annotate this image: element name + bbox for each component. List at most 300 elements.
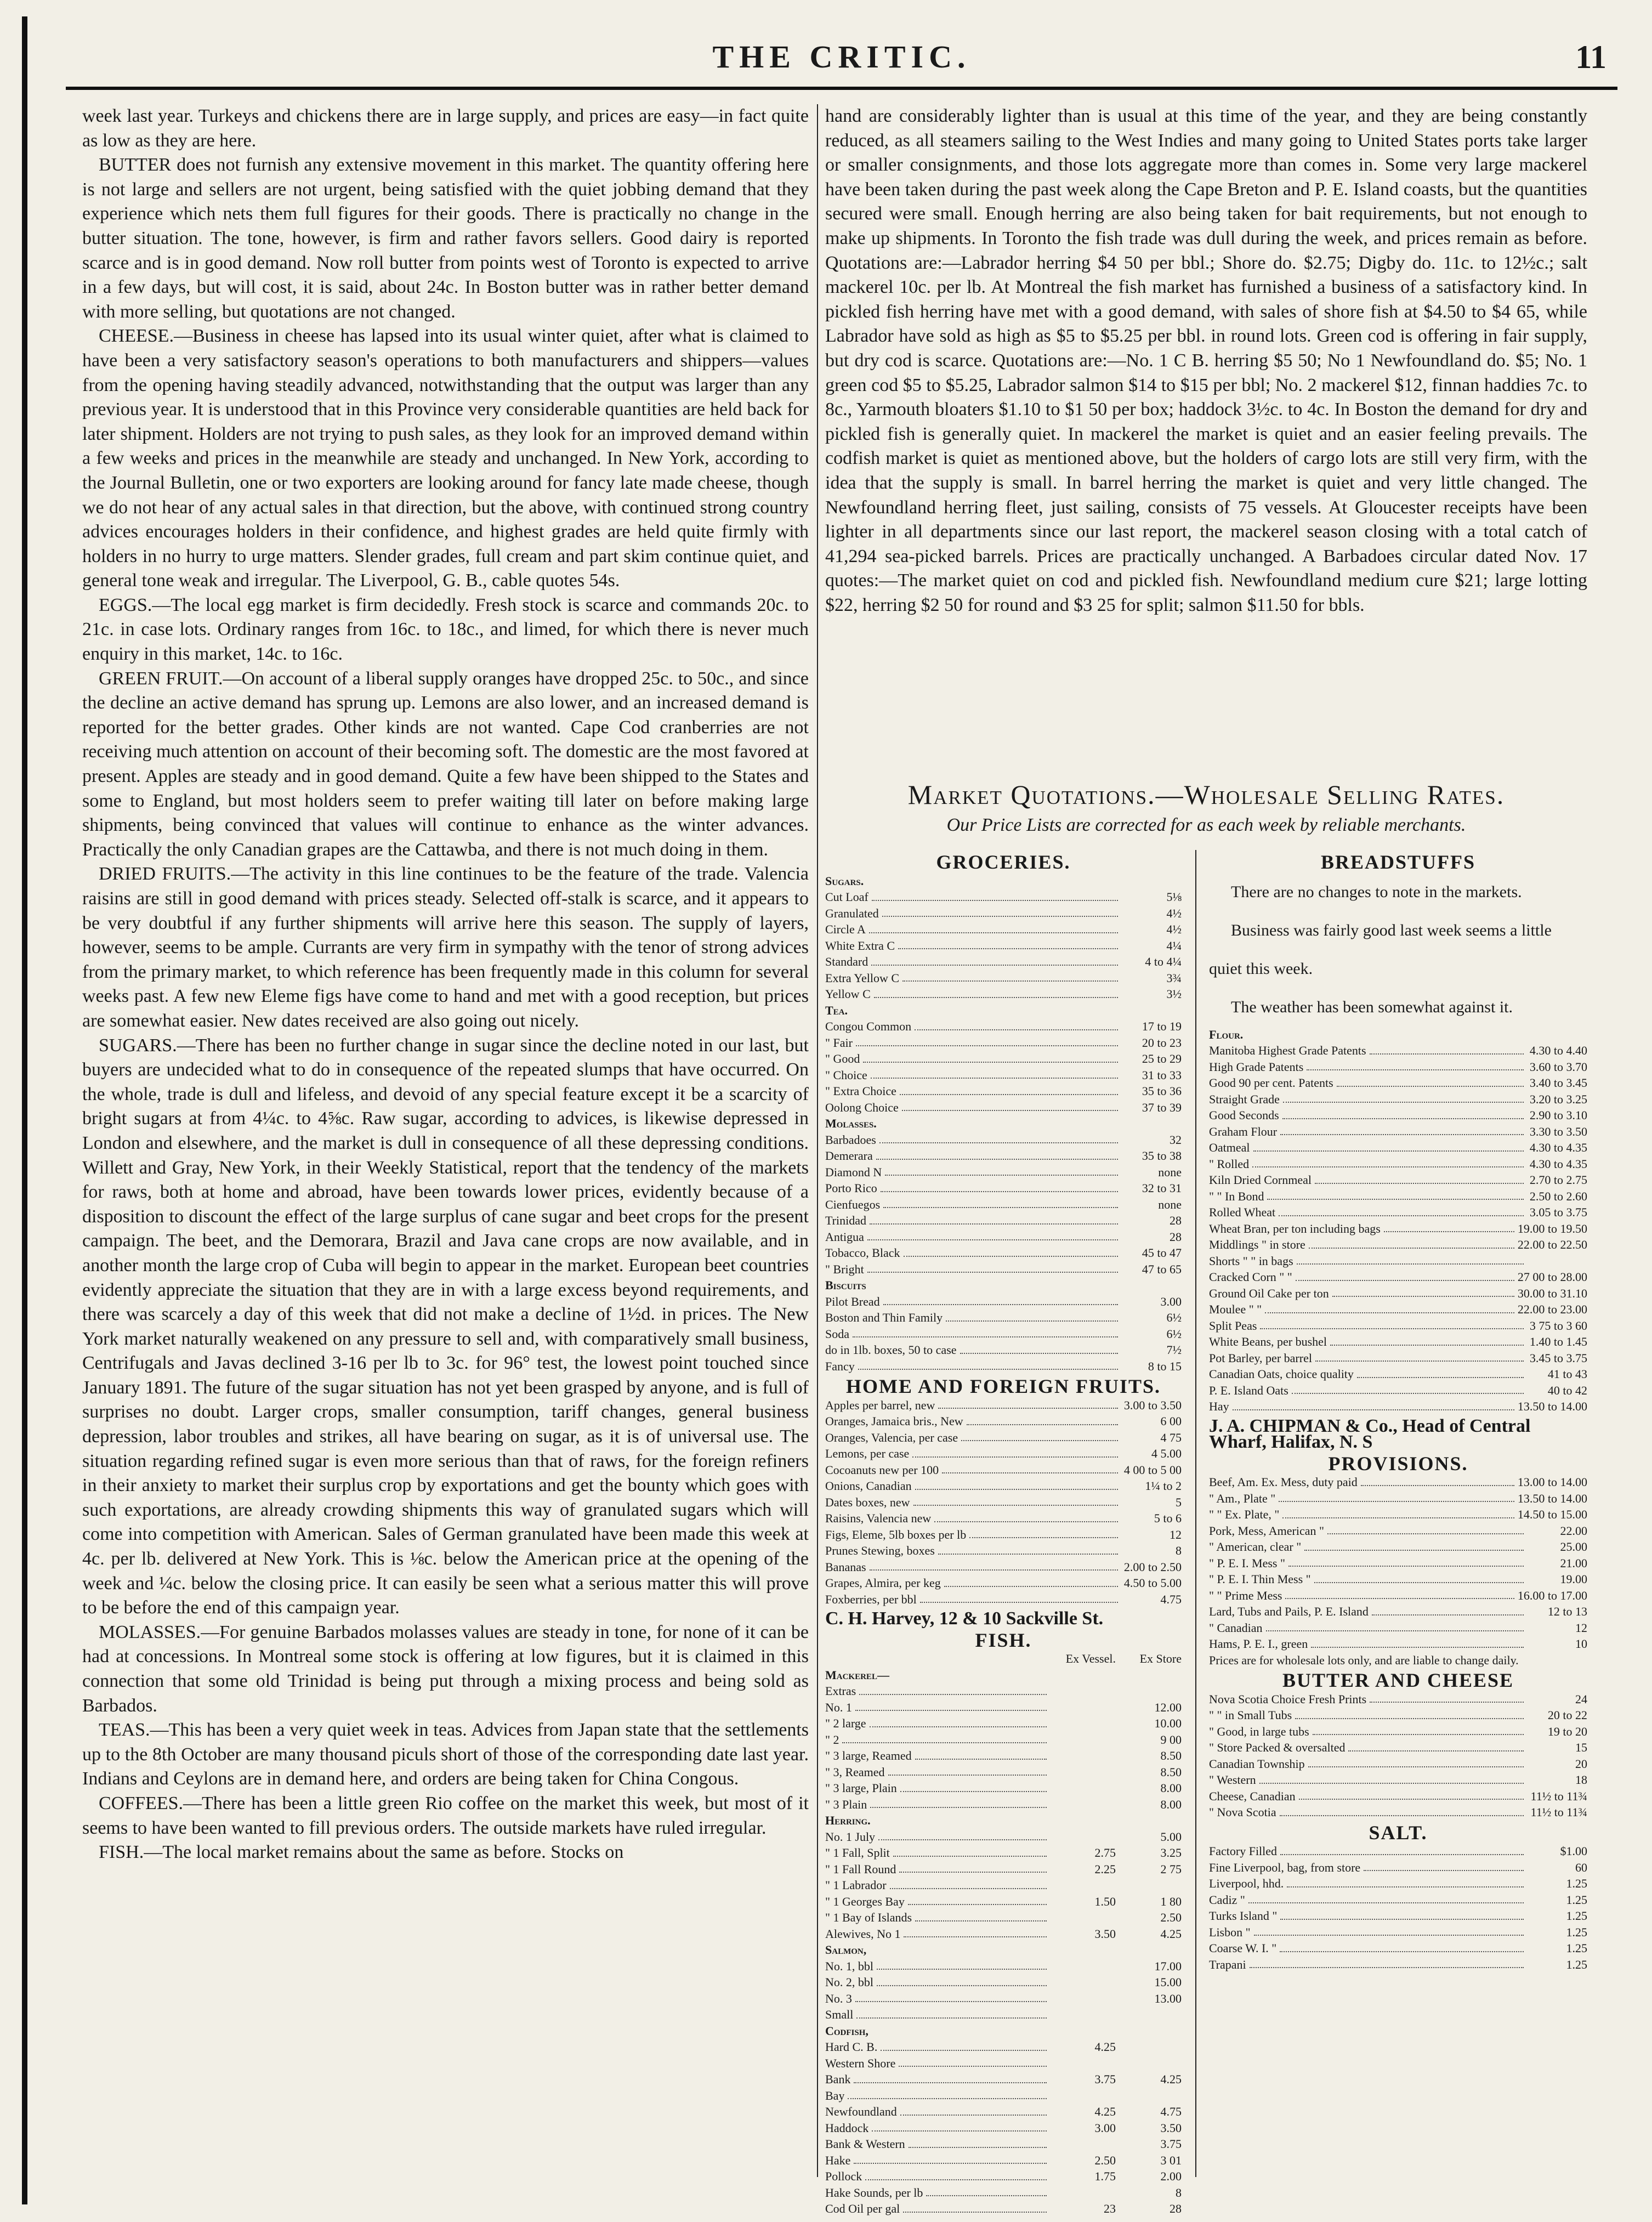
leader-dots bbox=[942, 1462, 1118, 1474]
item-price: 6 00 bbox=[1160, 1414, 1182, 1428]
leader-dots bbox=[888, 1764, 1047, 1776]
price-row bbox=[1209, 1788, 1587, 1805]
price-row bbox=[825, 954, 1182, 970]
price-row bbox=[1209, 1892, 1587, 1908]
price-row bbox=[825, 1430, 1182, 1446]
sugars-label: Sugars. bbox=[825, 874, 864, 888]
leader-dots bbox=[1314, 1571, 1524, 1583]
leader-dots bbox=[902, 970, 1118, 982]
item-price bbox=[1116, 2055, 1182, 2072]
breadstuffs-notes bbox=[1209, 873, 1587, 1027]
price-row bbox=[825, 1958, 1182, 1975]
leader-dots bbox=[1259, 1772, 1524, 1784]
item-price: 11½ to 11¾ bbox=[1530, 1789, 1587, 1803]
paragraph-molasses: MOLASSES.—For genuine Barbados molasses values are steady in tone, for none of it can be had at concessions. In Montreal some stock is offering at low figures, but it is claimed in this connection that some old Trinidad is being put through a mixing process and being sold as Barbados. bbox=[82, 1622, 809, 1716]
item-price: 8.00 bbox=[1160, 1797, 1182, 1811]
leader-dots bbox=[855, 1991, 1047, 2003]
item-price: 8.50 bbox=[1160, 1765, 1182, 1779]
item-name: Raisins, Valencia new bbox=[825, 1511, 932, 1525]
item-name: Hams, P. E. I., green bbox=[1209, 1637, 1308, 1651]
price-row bbox=[825, 2120, 1182, 2136]
leader-dots bbox=[842, 1732, 1047, 1744]
item-name: Ground Oil Cake per ton bbox=[1209, 1286, 1329, 1300]
price-row bbox=[825, 1132, 1182, 1148]
header-rule bbox=[66, 87, 1617, 90]
item-name: Porto Rico bbox=[825, 1181, 877, 1195]
price-row bbox=[1209, 1571, 1587, 1588]
price-row bbox=[825, 1229, 1182, 1245]
leader-dots bbox=[915, 1018, 1118, 1030]
item-name: Granulated bbox=[825, 906, 879, 920]
page-number: 11 bbox=[1575, 39, 1606, 75]
fish-head-vessel: Ex Vessel. bbox=[1065, 1652, 1116, 1665]
item-name: Extra Yellow C bbox=[825, 971, 900, 985]
item-price: 2 75 bbox=[1160, 1862, 1182, 1876]
item-price: 4.75 bbox=[1160, 2105, 1182, 2118]
item-price: 8.00 bbox=[1160, 1781, 1182, 1795]
item-name: " P. E. I. Thin Mess " bbox=[1209, 1572, 1311, 1586]
item-price: 13.50 to 14.00 bbox=[1517, 1399, 1587, 1413]
item-name: Cut Loaf bbox=[825, 890, 868, 904]
leader-dots bbox=[1304, 1539, 1524, 1551]
price-row bbox=[825, 1683, 1182, 1699]
leader-dots bbox=[885, 1164, 1118, 1176]
leader-dots bbox=[881, 1180, 1118, 1192]
price-row bbox=[825, 1991, 1182, 2007]
item-price: 3.50 bbox=[1094, 1926, 1116, 1941]
price-row bbox=[825, 1035, 1182, 1051]
item-name: " Good bbox=[825, 1052, 860, 1065]
leader-dots bbox=[1295, 1707, 1524, 1719]
item-price: 40 to 42 bbox=[1547, 1383, 1587, 1397]
item-price: 1.40 to 1.45 bbox=[1529, 1335, 1587, 1348]
article-column-left bbox=[82, 104, 809, 2177]
price-row bbox=[825, 970, 1182, 987]
item-price: 32 bbox=[1170, 1132, 1182, 1147]
leader-dots bbox=[1266, 1620, 1524, 1632]
market-left-column bbox=[825, 850, 1182, 2217]
item-name: " American, clear " bbox=[1209, 1540, 1302, 1554]
codfish-label: Codfish, bbox=[825, 2023, 868, 2038]
item-price: 20 to 22 bbox=[1547, 1708, 1587, 1722]
leader-dots bbox=[904, 1926, 1047, 1938]
item-price: 4½ bbox=[1166, 906, 1182, 920]
item-price: 3.40 to 3.45 bbox=[1529, 1076, 1587, 1090]
item-price bbox=[1050, 1683, 1116, 1699]
item-price: 25 to 29 bbox=[1142, 1052, 1182, 1065]
item-name: Coarse W. I. " bbox=[1209, 1941, 1277, 1955]
item-price: 1.25 bbox=[1566, 1957, 1587, 1971]
item-price: 19.00 bbox=[1560, 1572, 1587, 1586]
newspaper-title: THE CRITIC. bbox=[712, 39, 971, 75]
leader-dots bbox=[854, 2152, 1047, 2164]
item-price: 23 bbox=[1104, 2202, 1116, 2215]
breadstuffs-agent: J. A. CHIPMAN & Co., Head of Central Wharf, Halifax, N. S bbox=[1209, 1415, 1531, 1452]
leader-dots bbox=[1288, 1555, 1524, 1567]
price-row bbox=[1209, 1603, 1587, 1620]
leader-dots bbox=[1311, 1636, 1524, 1648]
item-name: Split Peas bbox=[1209, 1318, 1257, 1333]
item-price: 12 bbox=[1575, 1620, 1587, 1635]
item-name: Apples per barrel, new bbox=[825, 1398, 935, 1412]
breadstuffs-note: There are no changes to note in the markets. bbox=[1231, 882, 1522, 901]
price-row bbox=[1209, 1772, 1587, 1788]
item-name: Figs, Eleme, 5lb boxes per lb bbox=[825, 1527, 967, 1541]
leader-dots bbox=[913, 1494, 1118, 1506]
item-price: 3.00 bbox=[1094, 2121, 1116, 2135]
item-price bbox=[1116, 2039, 1182, 2055]
item-price: 1¼ to 2 bbox=[1145, 1479, 1182, 1493]
item-price bbox=[1116, 1877, 1182, 1894]
item-name: Bank & Western bbox=[825, 2137, 905, 2151]
price-row bbox=[825, 1462, 1182, 1478]
leader-dots bbox=[858, 1358, 1118, 1370]
item-price: 28 bbox=[1170, 2202, 1182, 2215]
item-name: Dates boxes, new bbox=[825, 1495, 910, 1509]
item-name: Cienfuegos bbox=[825, 1197, 881, 1211]
paragraph-fish: FISH.—The local market remains about the same as before. Stocks on bbox=[99, 1842, 624, 1863]
column-divider bbox=[817, 104, 818, 2177]
item-price: 4.50 to 5.00 bbox=[1123, 1576, 1182, 1590]
leader-dots bbox=[1332, 1285, 1514, 1297]
item-price bbox=[1116, 2088, 1182, 2104]
item-price: 4 00 to 5 00 bbox=[1123, 1463, 1182, 1477]
groceries-heading: GROCERIES. bbox=[936, 851, 1071, 873]
item-name: Canadian Oats, choice quality bbox=[1209, 1367, 1354, 1381]
price-row bbox=[825, 1780, 1182, 1796]
item-price: 5⅛ bbox=[1166, 890, 1182, 904]
butter-cheese-heading: BUTTER AND CHEESE bbox=[1282, 1669, 1514, 1691]
item-price: 6½ bbox=[1166, 1311, 1182, 1324]
item-price bbox=[1050, 1909, 1116, 1926]
herring-list bbox=[825, 1829, 1182, 1942]
item-price: 12.00 bbox=[1154, 1700, 1182, 1714]
price-row bbox=[1209, 1739, 1587, 1756]
item-price: 45 to 47 bbox=[1142, 1246, 1182, 1260]
item-price: 27 00 to 28.00 bbox=[1517, 1270, 1587, 1284]
leader-dots bbox=[899, 1861, 1047, 1873]
leader-dots bbox=[1337, 1075, 1524, 1087]
price-row bbox=[1209, 1539, 1587, 1555]
item-price: 16.00 to 17.00 bbox=[1517, 1588, 1587, 1602]
price-row bbox=[1209, 1523, 1587, 1539]
leader-dots bbox=[1267, 1188, 1524, 1200]
price-row bbox=[1209, 1756, 1587, 1772]
item-name: Kiln Dried Cornmeal bbox=[1209, 1173, 1312, 1187]
item-price: 3.45 to 3.75 bbox=[1529, 1351, 1587, 1365]
item-name: " 1 Bay of Islands bbox=[825, 1911, 912, 1924]
item-price: 60 bbox=[1575, 1860, 1587, 1874]
price-row bbox=[825, 1478, 1182, 1494]
paragraph-cheese: CHEESE.—Business in cheese has lapsed into its usual winter quiet, after what is claimed to have been a very satisfactory season's operations to both manufacturers and shippers—values from the opening having steadily advanced, notwithstanding that the output was larger than any previous year. It is understood that in this Province very considerable quantities are held back for later shipment. Holders are not trying to push sales, as they look for an improved demand within a few weeks and prices in the meanwhile are steady and unchanged. In New York, according to the Journal Bulletin, one or two exporters are looking around for fancy late made cheese, though we do not hear of any actual sales in that direction, but the above, with continued strong country advices encourages holders in their confidence, and highest grades are held quite firmly with holders in no hurry to urge matters. Slender grades, full cream and part skim continue quiet, and general tone weak and irregular. The Liverpool, G. B., cable quotes 54s. bbox=[82, 326, 809, 591]
item-price: 1.25 bbox=[1566, 1877, 1587, 1890]
leader-dots bbox=[1372, 1603, 1524, 1616]
page-header bbox=[66, 33, 1617, 93]
paragraph-eggs: EGGS.—The local egg market is firm decidedly. Fresh stock is scarce and commands 20c. to 21c. in case lots. Ordinary ranges from 16c. to 18c., and limed, for which there is never much enquiry in this market, 14c. to 16c. bbox=[82, 594, 809, 665]
leader-dots bbox=[1370, 1691, 1524, 1703]
item-name: Barbadoes bbox=[825, 1132, 876, 1147]
item-price: 1.25 bbox=[1566, 1892, 1587, 1907]
leader-dots bbox=[874, 986, 1118, 998]
price-row bbox=[1209, 1140, 1587, 1156]
item-price: 20 to 23 bbox=[1142, 1035, 1182, 1050]
leader-dots bbox=[920, 1591, 1118, 1603]
market-column-divider bbox=[1195, 850, 1196, 2177]
price-row bbox=[1209, 1588, 1587, 1604]
item-price bbox=[1050, 1877, 1116, 1894]
item-price bbox=[1050, 1796, 1116, 1813]
leader-dots bbox=[869, 921, 1118, 933]
item-price: 30.00 to 31.10 bbox=[1517, 1286, 1587, 1300]
item-price: 1.75 bbox=[1094, 2169, 1116, 2183]
price-row bbox=[825, 2104, 1182, 2120]
leader-dots bbox=[1280, 1908, 1524, 1920]
market-right-column bbox=[1209, 850, 1587, 1972]
price-row bbox=[1209, 1091, 1587, 1108]
price-row bbox=[825, 889, 1182, 905]
price-row bbox=[1209, 1620, 1587, 1636]
item-name: Beef, Am. Ex. Mess, duty paid bbox=[1209, 1475, 1358, 1489]
price-row bbox=[1209, 1490, 1587, 1507]
price-row bbox=[1209, 1221, 1587, 1237]
price-row bbox=[1209, 1350, 1587, 1367]
tea-label: Tea. bbox=[825, 1003, 848, 1017]
left-border-rule bbox=[22, 16, 27, 2204]
item-price: 10.00 bbox=[1154, 1716, 1182, 1730]
price-row bbox=[825, 1294, 1182, 1310]
price-row bbox=[825, 1342, 1182, 1358]
mackerel-label: Mackerel— bbox=[825, 1668, 889, 1682]
item-name: No. 1, bbl bbox=[825, 1959, 873, 1973]
item-name: Newfoundland bbox=[825, 2105, 897, 2118]
item-name: Oatmeal bbox=[1209, 1141, 1250, 1154]
item-name: Moulee " " bbox=[1209, 1302, 1262, 1316]
leader-dots bbox=[1364, 1860, 1524, 1872]
item-price: 31 to 33 bbox=[1142, 1068, 1182, 1082]
item-name: Extras bbox=[825, 1684, 856, 1698]
price-row bbox=[825, 1326, 1182, 1342]
price-row bbox=[825, 1527, 1182, 1543]
price-row bbox=[825, 1413, 1182, 1430]
item-name: Straight Grade bbox=[1209, 1092, 1280, 1106]
leader-dots bbox=[899, 2055, 1047, 2067]
leader-dots bbox=[1252, 1156, 1524, 1168]
item-name: " Rolled bbox=[1209, 1157, 1250, 1171]
item-price bbox=[1050, 1829, 1116, 1845]
leader-dots bbox=[1384, 1221, 1514, 1233]
item-name: " Choice bbox=[825, 1068, 867, 1082]
item-price bbox=[1050, 2055, 1116, 2072]
leader-dots bbox=[863, 1051, 1118, 1063]
price-row bbox=[825, 921, 1182, 938]
item-name: Cracked Corn " " bbox=[1209, 1270, 1292, 1284]
leader-dots bbox=[883, 1197, 1118, 1209]
leader-dots bbox=[1285, 1588, 1514, 1600]
item-name: " Western bbox=[1209, 1773, 1256, 1787]
item-price: 4.30 to 4.40 bbox=[1529, 1044, 1587, 1057]
item-price: 3 75 to 3 60 bbox=[1529, 1318, 1587, 1333]
item-name: Pot Barley, per barrel bbox=[1209, 1351, 1312, 1365]
price-row bbox=[825, 2185, 1182, 2201]
market-title: Market Quotations.—Wholesale Selling Rates. bbox=[907, 779, 1505, 810]
item-price: 3.75 bbox=[1160, 2137, 1182, 2151]
leader-dots bbox=[960, 1342, 1118, 1354]
provisions-list bbox=[1209, 1474, 1587, 1652]
item-price: 5 bbox=[1176, 1495, 1182, 1509]
item-price bbox=[1050, 1780, 1116, 1796]
price-row bbox=[1209, 1940, 1587, 1957]
leader-dots bbox=[915, 1748, 1047, 1760]
item-name: " 1 Fall, Split bbox=[825, 1846, 890, 1860]
leader-dots bbox=[870, 1715, 1047, 1727]
item-price: 2.50 bbox=[1094, 2153, 1116, 2167]
item-price: 3.75 bbox=[1094, 2072, 1116, 2086]
provisions-heading: PROVISIONS. bbox=[1328, 1452, 1468, 1475]
item-price: 32 to 31 bbox=[1142, 1181, 1182, 1195]
leader-dots bbox=[946, 1310, 1118, 1322]
leader-dots bbox=[1260, 1318, 1524, 1330]
item-price: 4 to 4¼ bbox=[1145, 955, 1182, 968]
salmon-list bbox=[825, 1958, 1182, 2023]
item-price bbox=[1527, 1253, 1587, 1269]
leader-dots bbox=[915, 1909, 1047, 1921]
paragraph-dried-fruits: DRIED FRUITS.—The activity in this line continues to be the feature of the trade. Valencia raisins are still in good demand with prices steady. Selected off-stalk is scarce, and it appears to be very doubtful if any further shipments will arrive here this season. The supply of layers, however, seems to be ample. Currants are very firm in sympathy with the tenor of strong advices from the primary market, to which reference has been frequently made in this column for several weeks past. A few new Eleme figs have come to hand and met with a good reception, but prices are somewhat easier. New dates received are also going out nicely. bbox=[82, 864, 809, 1031]
item-price: 2.00 to 2.50 bbox=[1123, 1560, 1182, 1574]
price-row bbox=[825, 1861, 1182, 1878]
price-row bbox=[825, 1510, 1182, 1527]
salt-heading: SALT. bbox=[1369, 1821, 1428, 1844]
item-name: Tobacco, Black bbox=[825, 1246, 900, 1260]
leader-dots bbox=[1265, 1301, 1514, 1313]
item-name: Cadiz " bbox=[1209, 1892, 1245, 1907]
price-row bbox=[1209, 1398, 1587, 1415]
item-price: 20 bbox=[1575, 1756, 1587, 1771]
item-name: " Store Packed & oversalted bbox=[1209, 1741, 1346, 1754]
leader-dots bbox=[1361, 1474, 1514, 1486]
leader-dots bbox=[848, 2088, 1047, 2100]
item-price: 4¼ bbox=[1166, 938, 1182, 953]
fish-heading: FISH. bbox=[975, 1629, 1032, 1651]
item-name: Hard C. B. bbox=[825, 2040, 878, 2054]
leader-dots bbox=[1280, 1124, 1524, 1136]
item-price: 1 80 bbox=[1160, 1894, 1182, 1908]
item-price: 3.00 to 3.50 bbox=[1123, 1398, 1182, 1412]
item-price: 3.20 to 3.25 bbox=[1529, 1092, 1587, 1106]
item-name: P. E. Island Oats bbox=[1209, 1383, 1288, 1397]
fruits-list bbox=[825, 1397, 1182, 1608]
leader-dots bbox=[915, 1478, 1118, 1490]
price-row bbox=[1209, 1318, 1587, 1334]
item-price: 5 to 6 bbox=[1154, 1511, 1182, 1525]
item-name: Canadian Township bbox=[1209, 1756, 1305, 1771]
butter-list bbox=[1209, 1691, 1587, 1821]
leader-dots bbox=[961, 1430, 1118, 1442]
price-row bbox=[1209, 1860, 1587, 1876]
leader-dots bbox=[867, 1229, 1118, 1241]
salt-list bbox=[1209, 1843, 1587, 1972]
price-row bbox=[1209, 1253, 1587, 1269]
leader-dots bbox=[872, 2120, 1047, 2132]
item-name: Pilot Bread bbox=[825, 1294, 880, 1308]
item-price bbox=[1050, 1699, 1116, 1716]
leader-dots bbox=[1280, 1804, 1524, 1816]
item-name: Manitoba Highest Grade Patents bbox=[1209, 1044, 1366, 1057]
price-row bbox=[825, 1083, 1182, 1099]
sugars-list bbox=[825, 889, 1182, 1002]
paragraph-sugars: SUGARS.—There has been no further change in sugar since the decline noted in our last, but buyers are undecided what to do in consequence of the repeated slumps that have occurred. On the whole, trade is dull and lifeless, and devoid of any special feature except it be a scarcity of bright sugars at from 4¼c. to 4⅝c. Raw sugar, according to advices, is likewise depressed in London and elsewhere, and the market is dull in consequence of all these depressing conditions. Willett and Gray, New York, in their Weekly Statistical, report that the tendency of the markets for raws, both at home and abroad, have been towards lower prices, evidently because of a disposition to discount the effect of the large surplus of cane sugar and beet crops for the present campaign. The beet, and the Demorara, Brazil and Java cane crops are now available, and in another month the large crop of Cuba will begin to appear in the market. European beet countries evidently appreciate the situation that they are in with a large excess beyond requirements, and there was scarcely a day of this week that did not make a decline of 1½d. in prices. The New York market naturally weakened on any pressure to sell and, with comparatively small business, Centrifugals and Javas declined 3-16 per lb to 3c. for 96° test, the lowest point touched since January 1891. The future of the sugar situation has not yet been grasped by anyone, and is full of surprises no doubt. Larger crops, smaller consumption, tariff changes, general business depression, labor troubles and strikes, all have bearing on sugar, as it is of universal use. The situation regarding refined sugar is even more serious than that of raws, for the foreign refiners in their anxiety to market their surplus crop by exportations and get the bounty which goes with such exportations, are already crowding shipments this way of granulated sugars which will come into competition with American. Sales of German granulated have been made this week at 4c. per lb. delivered at New York. This is ⅛c. below the American price at the opening of the week and ¼c. below the closing price. It can easily be seen what a serious matter this will prove to be before the end of this campaign year. bbox=[82, 1035, 809, 1618]
leader-dots bbox=[1308, 1756, 1524, 1768]
leader-dots bbox=[1279, 1204, 1524, 1216]
leader-dots bbox=[1297, 1253, 1524, 1265]
item-price bbox=[1050, 1991, 1116, 2007]
item-price: 12 to 13 bbox=[1547, 1605, 1587, 1618]
leader-dots bbox=[969, 1527, 1118, 1539]
item-name: Lard, Tubs and Pails, P. E. Island bbox=[1209, 1605, 1369, 1618]
leader-dots bbox=[1233, 1398, 1514, 1410]
item-name: Middlings " in store bbox=[1209, 1238, 1305, 1251]
item-price: 2.00 bbox=[1160, 2169, 1182, 2183]
price-row bbox=[825, 1559, 1182, 1575]
price-row bbox=[825, 1494, 1182, 1511]
item-price: 22.00 to 22.50 bbox=[1517, 1238, 1587, 1251]
leader-dots bbox=[870, 1212, 1118, 1225]
leader-dots bbox=[944, 1575, 1118, 1587]
leader-dots bbox=[912, 1446, 1118, 1458]
paragraph-butter: BUTTER does not furnish any extensive movement in this market. The quantity offering here is not large and sellers are not urgent, being satisfied with the quiet jobbing demand that they experience which nets them full figures for their goods. There is practically no change in the butter situation. The tone, however, is firm and rather favors sellers. Good dairy is reported scarce and is in good demand. Now roll butter from points west of Toronto is expected to arrive in a few days, but will cost, it is said, about 24c. In Boston butter was in rather better demand with more selling, but quotations are not changed. bbox=[82, 155, 809, 322]
item-name: Factory Filled bbox=[1209, 1844, 1278, 1858]
paragraph-fish-continued: hand are considerably lighter than is usual at this time of the year, and they are being constantly reduced, as all steamers sailing to the West Indies and many going to United States ports take larger or smaller consignments, and those lots aggregate more than comes in. Some very large mackerel have been taken during the past week along the Cape Breton and P. E. Island coasts, but the quantities secured were small. Enough herring are also being taken for bait requirements, but not enough to make up shipments. In Toronto the fish trade was dull during the week, and prices remain as before. Quotations are:—Labrador herring $4 50 per bbl.; Shore do. $2.75; Digby do. 11c. to 12½c.; salt mackerel 10c. per lb. At Montreal the fish market has furnished a business of a satisfactory kind. In pickled fish herring have met with a good demand, with sales of shore fish at $4.50 to $4 65, while Labrador have sold as high as $5 to $5.25 per bbl. in round lots. Green cod is offering in fair supply, but dry cod is scarce. Quotations are:—No. 1 C B. herring $5 50; No 1 Newfoundland do. $5; No. 1 green cod $5 to $5.25, Labrador salmon $14 to $15 per bbl; No. 2 mackerel $12, finnan haddies 7c. to 8c., Yarmouth bloaters $1.10 to $1 50 per box; haddock 3½c. to 4c. In Boston the demand for dry and pickled fish is generally quiet. In mackerel the market is quiet and an easier feeling prevails. The codfish market is quiet as mentioned above, but the holders of cargo lots are still very firm, with the idea that the supply is small. In barrel herring the market is quiet and very little changed. The Newfoundland herring fleet, just sailing, consists of 75 vessels. At Gloucester receipts have been lighter in all departments since our last report, the mackerel season closing with a total catch of 41,294 sea-picked barrels. Prices are practically unchanged. A Barbadoes circular dated Nov. 17 quotes:—The market quiet on cod and pickled fish. Newfoundland medium cure $21; large lotting $22, herring $2 50 for round and $3 25 for split; salmon $11.50 for bbls. bbox=[825, 106, 1587, 615]
leader-dots bbox=[871, 954, 1118, 966]
price-row bbox=[825, 1397, 1182, 1414]
item-name: Alewives, No 1 bbox=[825, 1926, 901, 1941]
price-row bbox=[1209, 1269, 1587, 1285]
item-name: Fancy bbox=[825, 1359, 855, 1373]
price-row bbox=[825, 1748, 1182, 1764]
item-name: Western Shore bbox=[825, 2056, 896, 2070]
leader-dots bbox=[1307, 1059, 1524, 1071]
item-price: 8 bbox=[1176, 2185, 1182, 2200]
item-price: 2.75 bbox=[1094, 1846, 1116, 1860]
price-row bbox=[825, 1180, 1182, 1197]
leader-dots bbox=[870, 1796, 1047, 1809]
price-row bbox=[825, 2039, 1182, 2055]
item-price: 2.90 to 3.10 bbox=[1529, 1108, 1587, 1122]
item-name: " Good, in large tubs bbox=[1209, 1724, 1309, 1738]
price-row bbox=[1209, 1804, 1587, 1821]
price-row bbox=[825, 1764, 1182, 1781]
item-name: " 1 Georges Bay bbox=[825, 1894, 905, 1908]
item-name: Oranges, Valencia, per case bbox=[825, 1430, 958, 1444]
leader-dots bbox=[854, 2071, 1047, 2083]
leader-dots bbox=[900, 1083, 1118, 1095]
fish-head-store: Ex Store bbox=[1139, 1652, 1182, 1665]
item-name: Bay bbox=[825, 2088, 845, 2102]
item-name: Diamond N bbox=[825, 1165, 882, 1179]
item-name: " " Prime Mess bbox=[1209, 1588, 1282, 1602]
item-name: No. 1 bbox=[825, 1700, 852, 1714]
price-row bbox=[1209, 1908, 1587, 1924]
item-price bbox=[1050, 1715, 1116, 1732]
leader-dots bbox=[883, 1294, 1118, 1306]
leader-dots bbox=[1315, 1350, 1524, 1362]
item-name: Lisbon " bbox=[1209, 1925, 1251, 1939]
item-name: High Grade Patents bbox=[1209, 1059, 1304, 1074]
leader-dots bbox=[1292, 1382, 1524, 1395]
item-price: 47 to 65 bbox=[1142, 1262, 1182, 1276]
item-name: Prunes Stewing, boxes bbox=[825, 1544, 935, 1557]
item-name: No. 2, bbl bbox=[825, 1975, 873, 1989]
leader-dots bbox=[876, 1148, 1118, 1160]
